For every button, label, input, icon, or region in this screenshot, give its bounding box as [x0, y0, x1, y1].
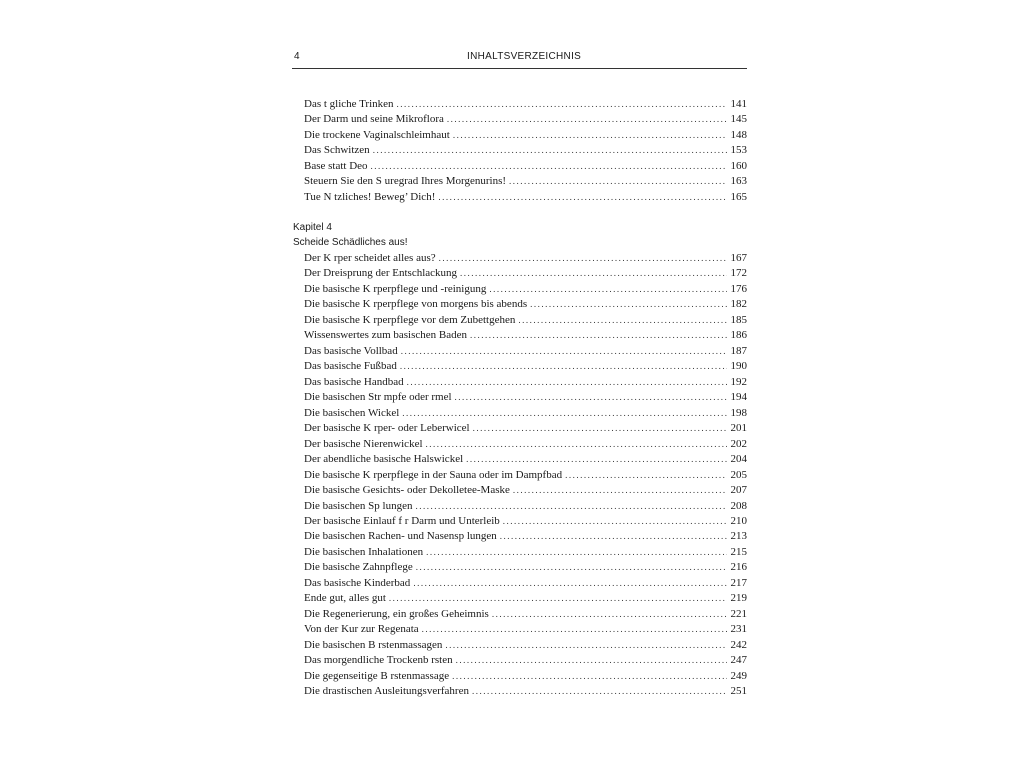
toc-entry-title: Die basischen Wickel: [304, 406, 400, 419]
toc-entry-page: 167: [730, 252, 747, 264]
toc-entry-title: Steuern Sie den S uregrad Ihres Morgenurins!: [304, 175, 507, 188]
toc-entry-page: 160: [730, 159, 747, 172]
toc-entry: [304, 468, 747, 483]
toc-entry-title: Der Dreisprung der Entschlackung: [304, 267, 458, 280]
toc-entry-title: Der basische Einlauf f r Darm und Unterleib: [304, 514, 500, 527]
dot-leader: [503, 514, 727, 529]
dot-leader: [500, 529, 727, 544]
toc-entry-title: Die drastischen Ausleitungsverfahren: [304, 685, 469, 698]
toc-entry-title: Der basische Nierenwickel: [304, 437, 423, 450]
dot-leader: [530, 297, 727, 312]
toc-entry: [304, 112, 747, 127]
toc-entry-page: 210: [730, 514, 747, 527]
toc-entry-page: 216: [730, 561, 747, 574]
toc-entry: [304, 638, 747, 653]
toc-entry: [304, 266, 747, 281]
dot-leader: [513, 483, 727, 498]
toc-entry-page: 231: [730, 623, 747, 636]
toc-entry: [304, 452, 747, 467]
toc-entry: [304, 190, 747, 205]
toc-entry: [304, 174, 747, 189]
toc-entry-page: 163: [730, 175, 747, 188]
dot-leader: [452, 669, 727, 684]
toc-chapter-4: [304, 251, 747, 700]
toc-entry-page: 201: [730, 422, 747, 435]
dot-leader: [416, 560, 727, 575]
toc-entry-title: Das t gliche Trinken: [304, 98, 394, 110]
toc-entry-page: 185: [730, 313, 747, 326]
toc-entry-page: 190: [730, 360, 747, 373]
toc-entry-page: 221: [730, 607, 747, 620]
toc-entry-page: 186: [730, 329, 747, 342]
page-header: [292, 48, 747, 69]
dot-leader: [456, 653, 727, 668]
toc-entry-title: Tue N tzliches! Beweg’ Dich!: [304, 190, 436, 203]
dot-leader: [397, 97, 727, 112]
dot-leader: [473, 421, 727, 436]
toc-entry-page: 192: [730, 375, 747, 388]
toc-entry-page: 148: [730, 128, 747, 141]
dot-leader: [407, 375, 727, 390]
toc-entry: [304, 390, 747, 405]
toc-entry-title: Die Regenerierung, ein großes Geheimnis: [304, 607, 489, 620]
toc-entry-page: 251: [730, 685, 747, 698]
toc-entry: [304, 607, 747, 622]
toc-entry: [304, 313, 747, 328]
toc-entry-title: Wissenswertes zum basischen Baden: [304, 329, 467, 342]
toc-entry-title: Die gegenseitige B rstenmassage: [304, 669, 450, 682]
toc-entry-title: Die basische K rperpflege in der Sauna oder im Dampfbad: [304, 468, 563, 481]
toc-entry-title: Das basische Fußbad: [304, 360, 397, 373]
toc-entry-title: Das basische Vollbad: [304, 344, 398, 357]
toc-entry-title: Base statt Deo: [304, 159, 368, 172]
toc-entry-page: 215: [730, 545, 747, 558]
chapter-label: Kapitel 4: [293, 222, 332, 233]
page-number: 4: [294, 51, 300, 62]
toc-entry-title: Das morgendliche Trockenb rsten: [304, 654, 453, 667]
toc-entry-title: Die basischen Rachen- und Nasensp lungen: [304, 530, 497, 543]
dot-leader: [460, 266, 727, 281]
running-head: INHALTSVERZEICHNIS: [467, 51, 582, 62]
toc-entry: [304, 143, 747, 158]
toc-entry: [304, 545, 747, 560]
toc-entry: [304, 483, 747, 498]
toc-entry: [304, 514, 747, 529]
toc-entry: [304, 97, 747, 112]
toc-entry-title: Die basische Zahnpflege: [304, 561, 413, 574]
toc-entry: [304, 499, 747, 514]
toc-entry-page: 141: [730, 98, 747, 110]
dot-leader: [453, 128, 727, 143]
dot-leader: [470, 328, 727, 343]
toc-entry: [304, 128, 747, 143]
toc-entry: [304, 576, 747, 591]
toc-entry: [304, 359, 747, 374]
toc-entry-title: Die basische K rperpflege von morgens bis abends: [304, 298, 528, 311]
toc-entry: [304, 560, 747, 575]
toc-entry: [304, 159, 747, 174]
toc-entry-page: 249: [730, 669, 747, 682]
toc-entry-title: Die basischen B rstenmassagen: [304, 638, 443, 651]
toc-entry: [304, 421, 747, 436]
toc-entry-page: 207: [730, 484, 747, 497]
dot-leader: [401, 344, 727, 359]
toc-entry-page: 247: [730, 654, 747, 667]
toc-entry-title: Die basischen Str mpfe oder rmel: [304, 391, 452, 404]
dot-leader: [455, 390, 727, 405]
dot-leader: [445, 638, 727, 653]
toc-entry-page: 205: [730, 468, 747, 481]
toc-entry-title: Das basische Kinderbad: [304, 576, 411, 589]
toc-entry: [304, 669, 747, 684]
toc-entry: [304, 653, 747, 668]
toc-section-continued: [304, 97, 747, 205]
dot-leader: [402, 406, 727, 421]
toc-entry-page: 198: [730, 406, 747, 419]
toc-entry-page: 202: [730, 437, 747, 450]
dot-leader: [518, 313, 727, 328]
toc-entry-title: Das basische Handbad: [304, 375, 404, 388]
toc-entry-title: Die basische K rperpflege vor dem Zubettgehen: [304, 313, 516, 326]
dot-leader: [426, 545, 727, 560]
toc-entry-page: 194: [730, 391, 747, 404]
dot-leader: [400, 359, 727, 374]
toc-entry-page: 145: [730, 113, 747, 126]
toc-entry-page: 176: [730, 282, 747, 295]
toc-entry: [304, 251, 747, 266]
toc-entry-page: 213: [730, 530, 747, 543]
toc-entry-title: Die basische Gesichts- oder Dekolletee-Maske: [304, 484, 510, 497]
toc-entry-page: 204: [730, 453, 747, 466]
dot-leader: [422, 622, 727, 637]
toc-entry-title: Von der Kur zur Regenata: [304, 623, 419, 636]
dot-leader: [489, 282, 727, 297]
dot-leader: [413, 576, 727, 591]
toc-entry: [304, 375, 747, 390]
toc-entry-title: Die basische K rperpflege und -reinigung: [304, 282, 487, 295]
toc-entry: [304, 406, 747, 421]
dot-leader: [439, 251, 727, 266]
toc-entry: [304, 437, 747, 452]
toc-entry: [304, 282, 747, 297]
toc-entry-page: 153: [730, 144, 747, 157]
dot-leader: [389, 591, 727, 606]
toc-entry-title: Das Schwitzen: [304, 144, 370, 157]
dot-leader: [373, 143, 727, 158]
dot-leader: [565, 468, 727, 483]
chapter-title: Scheide Schädliches aus!: [293, 237, 408, 248]
toc-entry: [304, 591, 747, 606]
toc-entry-page: 172: [730, 267, 747, 280]
toc-entry-title: Der basische K rper- oder Leberwicel: [304, 422, 470, 435]
toc-entry: [304, 622, 747, 637]
toc-entry-title: Die trockene Vaginalschleimhaut: [304, 128, 450, 141]
toc-entry-title: Ende gut, alles gut: [304, 592, 386, 605]
toc-entry: [304, 684, 747, 699]
dot-leader: [415, 499, 727, 514]
toc-entry-page: 208: [730, 499, 747, 512]
dot-leader: [466, 452, 727, 467]
toc-entry: [304, 297, 747, 312]
toc-entry-page: 182: [730, 298, 747, 311]
toc-entry: [304, 529, 747, 544]
dot-leader: [447, 112, 727, 127]
toc-entry-title: Der Darm und seine Mikroflora: [304, 113, 444, 126]
toc-entry-page: 217: [730, 576, 747, 589]
dot-leader: [492, 607, 727, 622]
toc-entry-page: 242: [730, 638, 747, 651]
dot-leader: [438, 190, 727, 205]
toc-entry: [304, 344, 747, 359]
toc-entry-title: Der abendliche basische Halswickel: [304, 453, 464, 466]
dot-leader: [426, 437, 727, 452]
toc-entry: [304, 328, 747, 343]
toc-entry-title: Die basischen Inhalationen: [304, 545, 424, 558]
toc-entry-page: 219: [730, 592, 747, 605]
dot-leader: [509, 174, 727, 189]
toc-entry-title: Die basischen Sp lungen: [304, 499, 413, 512]
dot-leader: [371, 159, 727, 174]
toc-entry-page: 165: [730, 190, 747, 203]
toc-entry-page: 187: [730, 344, 747, 357]
toc-entry-title: Der K rper scheidet alles aus?: [304, 252, 436, 264]
dot-leader: [472, 684, 727, 699]
